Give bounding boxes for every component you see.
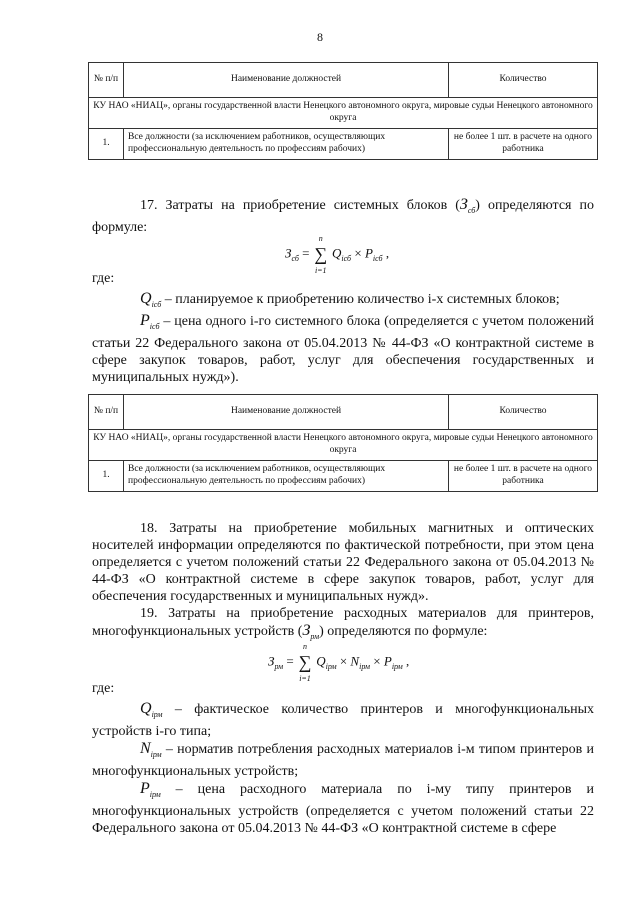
where-17: где:	[92, 271, 115, 286]
table-header-row	[89, 63, 598, 98]
symbol-z-sb: $З_{сб}$	[459, 196, 476, 216]
formula-17: $З_{сб}$ = ∑ n i=1 $Q_{iсб} \times P_{iсб}$ ,	[285, 234, 390, 275]
header-position: Наименование должностей	[124, 63, 449, 98]
where-19: где:	[92, 681, 115, 696]
definition-n-rm: $N_{iрм}$ – норматив потребления расходных материалов i-м типом принтеров и многофункциональных устройств;	[92, 740, 594, 779]
row-position: Все должности (за исключением работников, осуществляющих профессиональную деятельность по профессиям рабочих)	[124, 128, 449, 159]
row-num: 1.	[89, 460, 124, 491]
positions-table-2	[88, 394, 598, 492]
header-num: № п/п	[89, 395, 124, 430]
definition-p-sb: $P_{iсб}$ – цена одного i-го системного блока (определяется с учетом положений статьи 22 Федерального закона от 05.04.2013 № 44-ФЗ «О контрактной системе в сфере закупок товаров, работ, услуг для обеспечения государственных и муниципальных нужд»).	[92, 312, 594, 385]
section-18: 18. Затраты на приобретение мобильных магнитных и оптических носителей информации определяются по фактической потребности, при этом цена определяется с учетом положений статьи 22 Федерального закона от 05.04.2013 № 44-ФЗ «О контрактной системе в сфере закупок товаров, работ, услуг для обеспечения государственных и муниципальных нужд».	[92, 521, 594, 604]
page-number: 8	[317, 30, 323, 44]
row-quantity: не более 1 шт. в расчете на одного работника	[449, 128, 598, 159]
row-position: Все должности (за исключением работников, осуществляющих профессиональную деятельность по профессиям рабочих)	[124, 460, 449, 491]
header-quantity: Количество	[449, 63, 598, 98]
row-num: 1.	[89, 128, 124, 159]
group-row-text: КУ НАО «НИАЦ», органы государственной власти Ненецкого автономного округа, мировые судьи Ненецкого автономного округа	[89, 430, 598, 461]
sum-icon: ∑ n i=1	[298, 642, 312, 683]
definition-q-sb: $Q_{iсб}$ – планируемое к приобретению количество i-х системных блоков;	[140, 290, 560, 309]
table-group-row	[89, 98, 598, 129]
row-quantity: не более 1 шт. в расчете на одного работника	[449, 460, 598, 491]
header-num: № п/п	[89, 63, 124, 98]
section-17-intro: 17. Затраты на приобретение системных блоков $(З_{сб})$ определяются по формуле:	[92, 196, 594, 236]
table-row	[89, 128, 598, 159]
table-group-row	[89, 430, 598, 461]
group-row-text: КУ НАО «НИАЦ», органы государственной власти Ненецкого автономного округа, мировые судьи Ненецкого автономного округа	[89, 98, 598, 129]
header-quantity: Количество	[449, 395, 598, 430]
sum-icon: ∑ n i=1	[314, 234, 328, 275]
definition-q-rm: $Q_{iрм}$ – фактическое количество принтеров и многофункциональных устройств i-го типа;	[92, 700, 594, 739]
table-row	[89, 460, 598, 491]
positions-table-1	[88, 62, 598, 160]
header-position: Наименование должностей	[124, 395, 449, 430]
symbol-z-rm: $З_{рм}$	[302, 622, 320, 642]
section-19-intro: 19. Затраты на приобретение расходных материалов для принтеров, многофункциональных устройств $(З_{рм})$ определяются по формуле:	[92, 606, 594, 642]
formula-19: $З_{рм}$ = ∑ n i=1 $Q_{iрм} \times N_{iрм} \times P_{iрм}$ ,	[268, 642, 410, 683]
definition-p-rm: $P_{iрм}$ – цена расходного материала по i-му типу принтеров и многофункциональных устройств (определяется с учетом положений статьи 22 Федерального закона от 05.04.2013 № 44-ФЗ «О контрактной системе в сфере	[92, 780, 594, 836]
table-header-row	[89, 395, 598, 430]
